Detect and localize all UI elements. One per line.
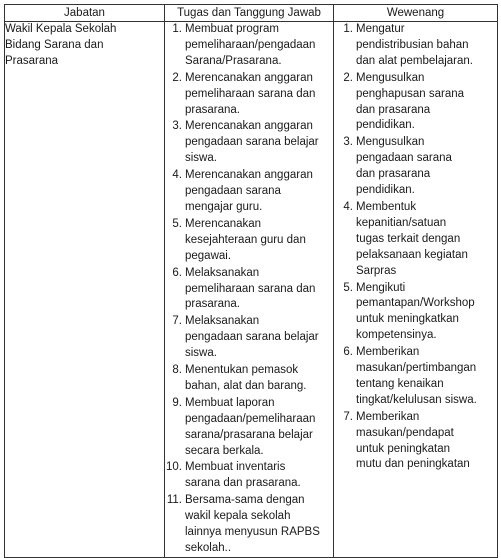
tugas-item bbox=[165, 168, 333, 216]
tugas-item-text: Merencanakan anggaran pengadaan sarana belajar siswa. bbox=[185, 120, 319, 165]
header-wewenang: Wewenang bbox=[334, 5, 498, 22]
tugas-item-text: Melaksanakan pengadaan sarana belajar siswa. bbox=[185, 315, 319, 360]
tugas-item bbox=[165, 119, 333, 167]
tugas-item-number: 5. bbox=[172, 217, 182, 230]
tugas-item bbox=[165, 266, 333, 314]
tugas-item-text: Membuat laporan pengadaan/pemeliharaan sarana/prasarana belajar secara berkala. bbox=[185, 396, 316, 457]
tugas-item bbox=[165, 314, 333, 362]
tugas-item-number: 6. bbox=[172, 266, 182, 279]
tugas-item-number: 8. bbox=[172, 364, 182, 377]
tugas-item-number: 7. bbox=[172, 315, 182, 328]
tugas-item-number: 11. bbox=[166, 494, 182, 507]
wewenang-item-text: Mengikuti pemantapan/Workshop untuk meningkatkan kompetensinya. bbox=[356, 281, 475, 342]
wewenang-item-text: Memberikan masukan/pendapat untuk peningkatan mutu dan peningkatan bbox=[356, 410, 470, 471]
wewenang-item bbox=[334, 135, 497, 199]
wewenang-item-text: Memberikan masukan/pertimbangan tentang kenaikan tingkat/kelulusan siswa. bbox=[356, 346, 477, 406]
tugas-cell bbox=[165, 22, 334, 558]
wewenang-item-number: 5. bbox=[343, 281, 353, 294]
tugas-item-text: Merencanakan anggaran pemeliharaan sarana dan prasarana. bbox=[185, 71, 316, 116]
table-row bbox=[5, 22, 498, 558]
wewenang-item bbox=[334, 71, 497, 135]
tugas-item-number: 4. bbox=[172, 169, 182, 182]
wewenang-item bbox=[334, 200, 497, 280]
tugas-item-text: Merencanakan kesejahteraan guru dan pegawai. bbox=[185, 217, 306, 262]
duty-table bbox=[4, 4, 498, 558]
jabatan-text: Wakil Kepala Sekolah Bidang Sarana dan Prasarana bbox=[5, 23, 117, 67]
tugas-item-text: Menentukan pemasok bahan, alat dan barang. bbox=[185, 364, 307, 392]
tugas-item bbox=[165, 217, 333, 265]
tugas-item-text: Merencanakan anggaran pengadaan sarana mengajar guru. bbox=[185, 169, 313, 213]
wewenang-item-text: Membentuk kepanitian/satuan tugas terkait dengan pelaksanaan kegiatan Sarpras bbox=[356, 200, 468, 277]
tugas-item-number: 2. bbox=[172, 71, 182, 84]
tugas-item bbox=[165, 363, 333, 395]
header-row bbox=[5, 5, 498, 22]
tugas-item-number: 1. bbox=[172, 23, 182, 35]
wewenang-item-number: 2. bbox=[343, 71, 353, 84]
wewenang-item-text: Mengusulkan penghapusan sarana dan prasarana pendidikan. bbox=[356, 71, 465, 132]
tugas-item bbox=[165, 460, 333, 492]
wewenang-item bbox=[334, 22, 497, 70]
wewenang-list bbox=[334, 22, 497, 473]
wewenang-item bbox=[334, 281, 497, 345]
tugas-item bbox=[165, 71, 333, 119]
tugas-item-number: 10. bbox=[166, 461, 182, 474]
tugas-item-number: 9. bbox=[172, 396, 182, 409]
tugas-item-text: Melaksanakan pemeliharaan sarana dan prasarana. bbox=[185, 266, 316, 311]
header-tugas: Tugas dan Tanggung Jawab bbox=[165, 5, 334, 22]
wewenang-item-number: 1. bbox=[343, 23, 353, 35]
wewenang-item bbox=[334, 345, 497, 409]
tugas-item bbox=[165, 396, 333, 460]
wewenang-item-number: 4. bbox=[343, 200, 353, 213]
tugas-item-text: Membuat program pemeliharaan/pengadaan Sarana/Prasarana. bbox=[185, 23, 316, 67]
wewenang-item-number: 7. bbox=[343, 410, 353, 423]
wewenang-item-text: Mengusulkan pengadaan sarana dan prasarana pendidikan. bbox=[356, 136, 452, 197]
tugas-item-text: Membuat inventaris sarana dan prasarana. bbox=[185, 461, 301, 490]
tugas-list bbox=[165, 22, 333, 557]
tugas-item bbox=[165, 493, 333, 557]
tugas-item-number: 3. bbox=[172, 120, 182, 133]
wewenang-item-number: 6. bbox=[343, 346, 353, 359]
tugas-item-text: Bersama-sama dengan wakil kepala sekolah lainnya menyusun RAPBS sekolah.. bbox=[185, 494, 320, 554]
wewenang-cell bbox=[334, 22, 498, 558]
wewenang-item-number: 3. bbox=[343, 136, 353, 149]
wewenang-item-text: Mengatur pendistribusian bahan dan alat pembelajaran. bbox=[356, 23, 473, 67]
wewenang-item bbox=[334, 410, 497, 474]
header-jabatan: Jabatan bbox=[5, 5, 165, 22]
jabatan-cell bbox=[5, 22, 165, 558]
tugas-item bbox=[165, 22, 333, 70]
